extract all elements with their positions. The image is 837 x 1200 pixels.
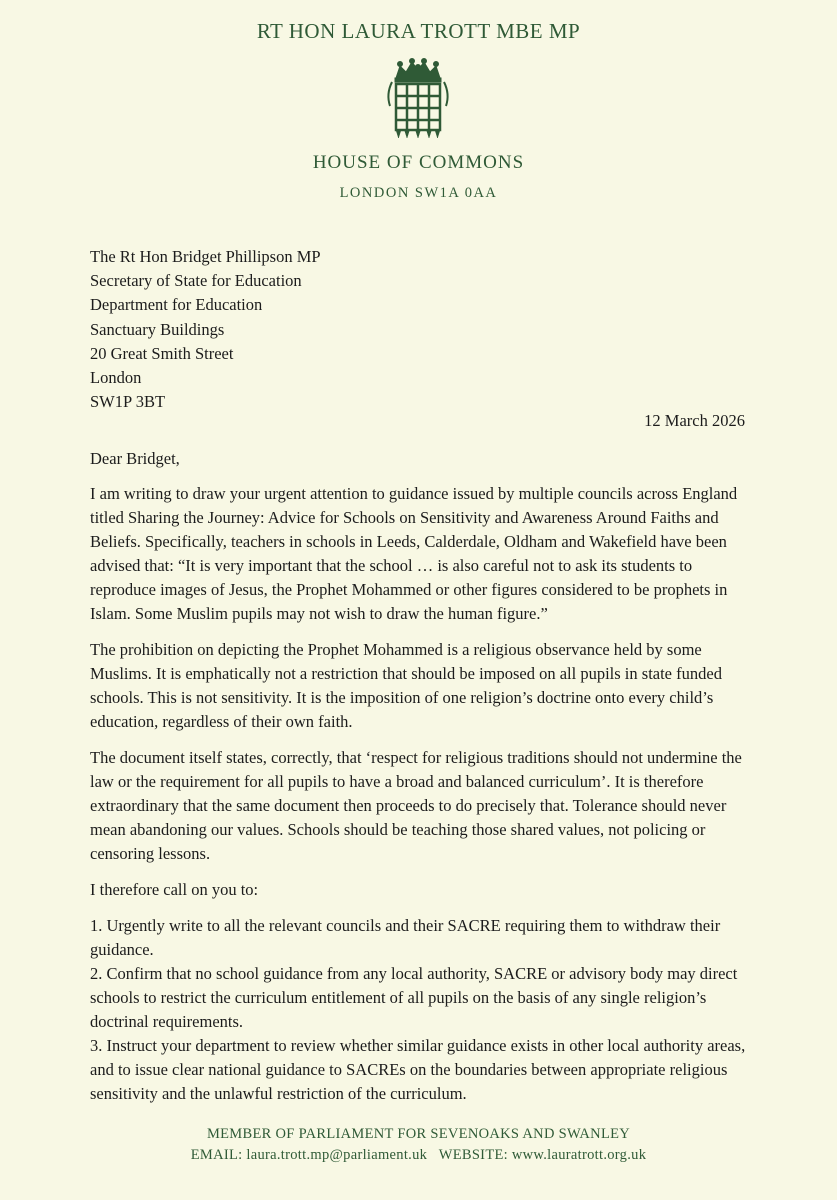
salutation: Dear Bridget,: [90, 449, 180, 468]
body-paragraph: The prohibition on depicting the Prophet Mohammed is a religious observance held by some Muslims. It is emphatically not a restriction that should be imposed on all pupils in state funded schools. This is not sensitivity. It is the imposition of one religion’s doctrine onto every child’s education, regardless of their own faith.: [90, 640, 722, 731]
recipient-line: 20 Great Smith Street: [90, 343, 234, 363]
house-of-commons-heading: HOUSE OF COMMONS: [312, 152, 525, 173]
request-item: 1. Urgently write to all the relevant councils and their SACRE requiring them to withdraw their guidance.: [90, 916, 721, 959]
letter-footer: [0, 1124, 837, 1166]
recipient-line: Secretary of State for Education: [90, 271, 302, 291]
portcullis-icon: [382, 58, 454, 140]
request-item: 2. Confirm that no school guidance from any local authority, SACRE or advisory body may direct schools to restrict the curriculum entitlement of all pupils on the basis of any single religion’s doctrinal requirements.: [90, 964, 738, 1031]
recipient-line: Sanctuary Buildings: [90, 319, 225, 339]
letter-date: 12 March 2026: [644, 411, 745, 430]
footer-contact: EMAIL: laura.trott.mp@parliament.uk WEBSITE: www.lauratrott.org.uk: [190, 1147, 647, 1163]
footer-constituency: MEMBER OF PARLIAMENT FOR SEVENOAKS AND SWANLEY: [206, 1126, 631, 1142]
body-paragraph: I am writing to draw your urgent attention to guidance issued by multiple councils across England titled Sharing the Journey: Advice for Schools on Sensitivity and Awareness Around Faiths and Beliefs. Specifically, teachers in schools in Leeds, Calderdale, Oldham and Wakefield have been advised that: “It is very important that the school … is also careful not to ask its students to reproduce images of Jesus, the Prophet Mohammed or other figures considered to be prophets in Islam. Some Muslim pupils may not wish to draw the human figure.”: [90, 484, 738, 623]
body-paragraph: The document itself states, correctly, that ‘respect for religious traditions should not undermine the law or the requirement for all pupils to have a broad and balanced curriculum’. It is therefore extraordinary that the same document then proceeds to do precisely that. Tolerance should never mean abandoning our values. Schools should be teaching those shared values, not policing or censoring lessons.: [90, 748, 742, 863]
recipient-line: SW1P 3BT: [90, 392, 166, 412]
recipient-line: Department for Education: [90, 295, 263, 315]
recipient-line: The Rt Hon Bridget Phillipson MP: [90, 247, 321, 266]
letterhead-address: LONDON SW1A 0AA: [339, 185, 498, 201]
request-item: 3. Instruct your department to review whether similar guidance exists in other local authority areas, and to issue clear national guidance to SACREs on the boundaries between appropriate religious sensitivity and the unlawful restriction of the curriculum.: [90, 1036, 746, 1103]
body-paragraph: I therefore call on you to:: [90, 880, 259, 899]
recipient-line: London: [90, 368, 142, 388]
letter-body: [90, 482, 760, 1106]
mp-name: RT HON LAURA TROTT MBE MP: [256, 19, 581, 43]
recipient-address: [90, 245, 321, 414]
